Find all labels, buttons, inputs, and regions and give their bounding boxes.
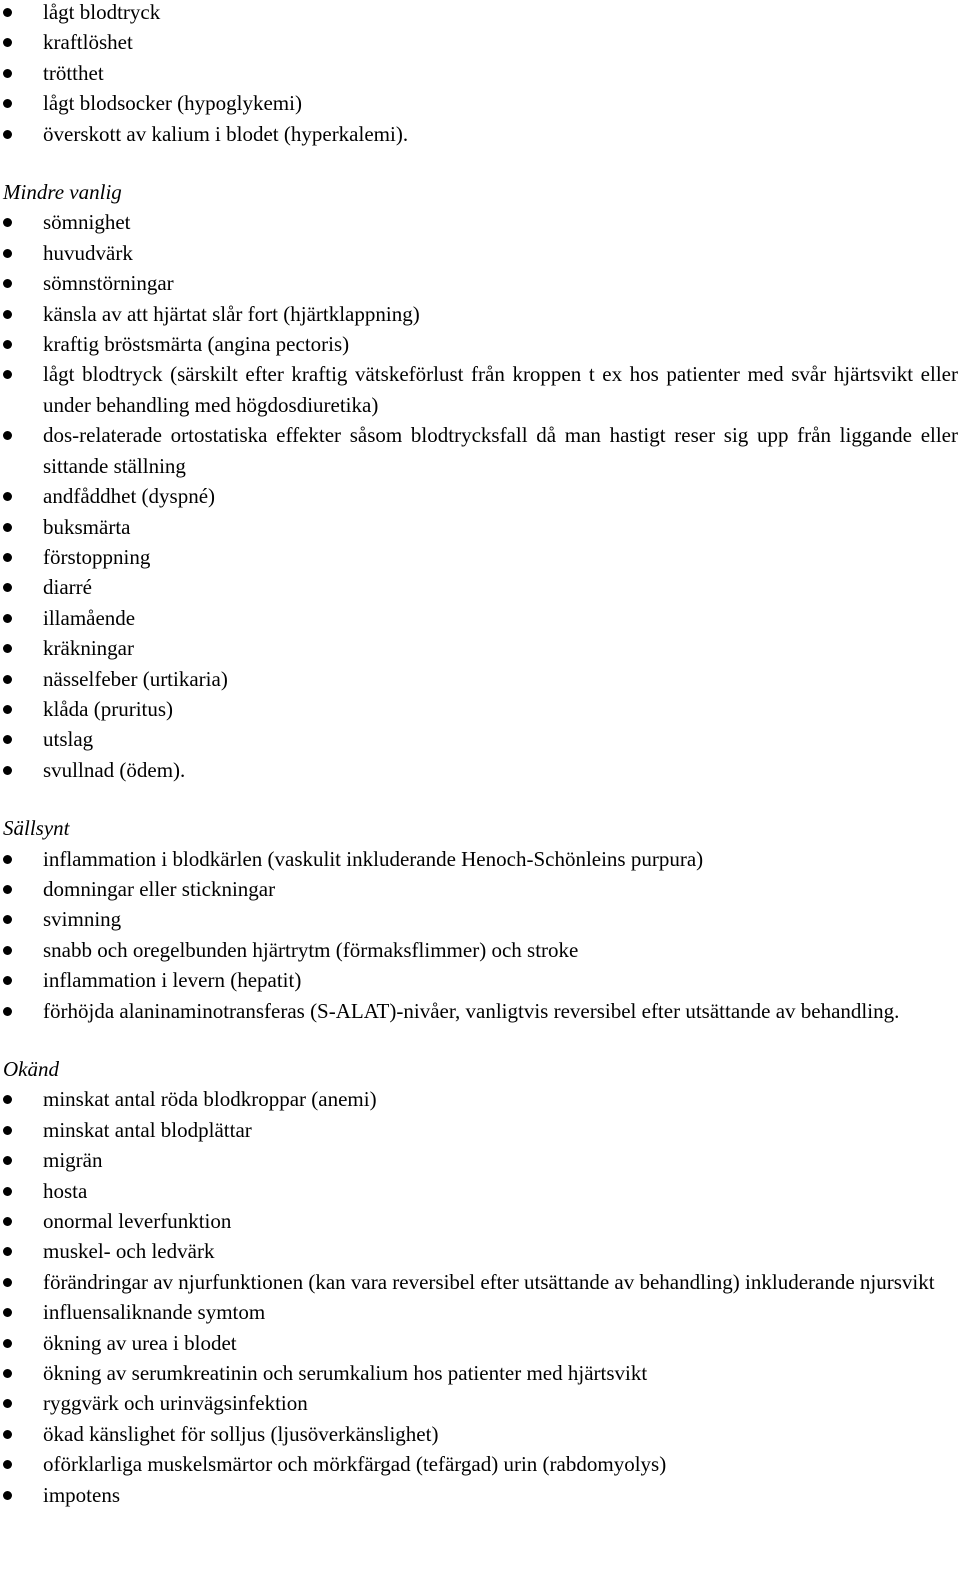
- list-item-text: minskat antal röda blodkroppar (anemi): [43, 1087, 377, 1112]
- list-item-text: domningar eller stickningar: [43, 876, 276, 901]
- bullet-icon: [3, 1247, 12, 1256]
- list-item: [0, 420, 958, 481]
- bullet-icon: [3, 1308, 12, 1317]
- bullet-icon: [3, 1278, 12, 1287]
- list-item: [0, 1206, 958, 1236]
- bullet-icon: [3, 1369, 12, 1378]
- bullet-icon: [3, 1126, 12, 1135]
- list-item: [0, 874, 958, 904]
- list-item-text: trötthet: [43, 60, 104, 85]
- list-item-text: utslag: [43, 727, 94, 752]
- list-item: [0, 1267, 958, 1297]
- list-item-text: kraftlöshet: [43, 30, 133, 55]
- bullet-icon: [3, 705, 12, 714]
- bullet-icon: [3, 38, 12, 47]
- bullet-icon: [3, 1399, 12, 1408]
- list-item-text: snabb och oregelbunden hjärtrytm (förmaksflimmer) och stroke: [43, 937, 579, 962]
- list-item-text: klåda (pruritus): [43, 696, 174, 721]
- list-item: [0, 755, 958, 785]
- list-item-text: minskat antal blodplättar: [43, 1117, 252, 1142]
- list-item-text: lågt blodsocker (hypoglykemi): [43, 91, 302, 116]
- list-item: [0, 724, 958, 754]
- bullet-icon: [3, 1460, 12, 1469]
- list-item-text: inflammation i levern (hepatit): [43, 968, 302, 993]
- list-item: [0, 1480, 958, 1510]
- list-item: [0, 481, 958, 511]
- list-item: [0, 88, 958, 118]
- list-item-text: förstoppning: [43, 544, 151, 569]
- bullet-icon: [3, 1156, 12, 1165]
- section-sallsynt: [0, 813, 958, 1026]
- list-item-text: ökning av serumkreatinin och serumkalium hos patienter med hjärtsvikt: [43, 1361, 648, 1386]
- list-item-text: sömnighet: [43, 210, 131, 235]
- list-item: [0, 1176, 958, 1206]
- list-item-text: förändringar av njurfunktionen (kan vara reversibel efter utsättande av behandling) inkluderande njursvikt: [43, 1269, 935, 1294]
- list-item-text: känsla av att hjärtat slår fort (hjärtklappning): [43, 301, 420, 326]
- list-item: [0, 664, 958, 694]
- section-heading: Sällsynt: [3, 816, 70, 841]
- bullet-icon: [3, 370, 12, 379]
- list-item-text: migrän: [43, 1148, 103, 1173]
- bullet-icon: [3, 130, 12, 139]
- list-item: [0, 1115, 958, 1145]
- list-item-text: inflammation i blodkärlen (vaskulit inkluderande Henoch-Schönleins purpura): [43, 846, 704, 871]
- list-item: [0, 1084, 958, 1114]
- side-effect-list: [0, 207, 958, 785]
- bullet-icon: [3, 644, 12, 653]
- list-item-text: ryggvärk och urinvägsinfektion: [43, 1391, 308, 1416]
- list-item-text: andfåddhet (dyspné): [43, 484, 216, 509]
- bullet-icon: [3, 735, 12, 744]
- list-item-text: svimning: [43, 907, 122, 932]
- list-item-text: illamående: [43, 605, 136, 630]
- list-item: [0, 329, 958, 359]
- bullet-icon: [3, 99, 12, 108]
- section-heading: Mindre vanlig: [3, 180, 122, 205]
- list-item: [0, 844, 958, 874]
- list-item: [0, 299, 958, 329]
- list-item: [0, 694, 958, 724]
- bullet-icon: [3, 523, 12, 532]
- bullet-icon: [3, 583, 12, 592]
- bullet-icon: [3, 492, 12, 501]
- bullet-icon: [3, 310, 12, 319]
- list-item-text: onormal leverfunktion: [43, 1209, 232, 1234]
- bullet-icon: [3, 915, 12, 924]
- list-item: [0, 207, 958, 237]
- list-item-text: buksmärta: [43, 514, 131, 539]
- list-item: [0, 58, 958, 88]
- bullet-icon: [3, 1339, 12, 1348]
- bullet-icon: [3, 946, 12, 955]
- list-item-text: överskott av kalium i blodet (hyperkalemi).: [43, 121, 409, 146]
- list-item-text: kraftig bröstsmärta (angina pectoris): [43, 332, 350, 357]
- list-item-text: hosta: [43, 1178, 88, 1203]
- list-item-text: muskel- och ledvärk: [43, 1239, 215, 1264]
- list-item: [0, 603, 958, 633]
- bullet-icon: [3, 766, 12, 775]
- list-item: [0, 1449, 958, 1479]
- list-item-text: oförklarliga muskelsmärtor och mörkfärgad (tefärgad) urin (rabdomyolys): [43, 1452, 667, 1477]
- bullet-icon: [3, 1430, 12, 1439]
- side-effect-list: [0, 0, 958, 149]
- bullet-icon: [3, 8, 12, 17]
- list-item-text: kräkningar: [43, 636, 134, 661]
- bullet-icon: [3, 431, 12, 440]
- list-item-text: ökad känslighet för solljus (ljusöverkänslighet): [43, 1421, 439, 1446]
- list-item: [0, 512, 958, 542]
- bullet-icon: [3, 1217, 12, 1226]
- list-item: [0, 1358, 958, 1388]
- list-item: [0, 238, 958, 268]
- bullet-icon: [3, 1007, 12, 1016]
- list-item: [0, 996, 958, 1026]
- list-item: [0, 1388, 958, 1418]
- list-item-text: influensaliknande symtom: [43, 1300, 266, 1325]
- bullet-icon: [3, 976, 12, 985]
- list-item-text: diarré: [43, 575, 92, 600]
- list-item: [0, 359, 958, 420]
- side-effect-list: [0, 844, 958, 1026]
- list-item: [0, 1236, 958, 1266]
- list-item: [0, 633, 958, 663]
- list-item-text: lågt blodtryck (särskilt efter kraftig vätskeförlust från kroppen t ex hos patienter med svår hjärtsvikt eller under behandling med högdosdiuretika): [43, 362, 958, 417]
- bullet-icon: [3, 614, 12, 623]
- bullet-icon: [3, 279, 12, 288]
- list-item: [0, 1297, 958, 1327]
- bullet-icon: [3, 1187, 12, 1196]
- side-effect-list: [0, 1084, 958, 1510]
- list-item-text: impotens: [43, 1482, 120, 1507]
- section-heading: Okänd: [3, 1057, 59, 1081]
- list-item: [0, 1145, 958, 1175]
- bullet-icon: [3, 885, 12, 894]
- list-item-text: dos-relaterade ortostatiska effekter såsom blodtrycksfall då man hastigt reser sig upp från liggande eller sittande ställning: [43, 423, 958, 478]
- bullet-icon: [3, 218, 12, 227]
- list-item: [0, 119, 958, 149]
- list-item: [0, 27, 958, 57]
- bullet-icon: [3, 855, 12, 864]
- bullet-icon: [3, 340, 12, 349]
- bullet-icon: [3, 553, 12, 562]
- list-item-text: ökning av urea i blodet: [43, 1330, 237, 1355]
- bullet-icon: [3, 1095, 12, 1104]
- list-item: [0, 572, 958, 602]
- list-item-text: förhöjda alaninaminotransferas (S-ALAT)-nivåer, vanligtvis reversibel efter utsättande av behandling.: [43, 998, 900, 1023]
- section-common: [0, 0, 958, 149]
- list-item-text: svullnad (ödem).: [43, 757, 186, 782]
- list-item: [0, 935, 958, 965]
- list-item: [0, 0, 958, 27]
- bullet-icon: [3, 1491, 12, 1500]
- list-item: [0, 542, 958, 572]
- list-item: [0, 1328, 958, 1358]
- list-item-text: sömnstörningar: [43, 271, 174, 296]
- bullet-icon: [3, 69, 12, 78]
- list-item-text: nässelfeber (urtikaria): [43, 666, 228, 691]
- section-okand: [0, 1054, 958, 1510]
- list-item-text: huvudvärk: [43, 240, 133, 265]
- bullet-icon: [3, 675, 12, 684]
- list-item: [0, 1419, 958, 1449]
- list-item: [0, 268, 958, 298]
- section-mindre-vanlig: [0, 177, 958, 785]
- list-item-text: lågt blodtryck: [43, 0, 161, 24]
- bullet-icon: [3, 249, 12, 258]
- list-item: [0, 904, 958, 934]
- list-item: [0, 965, 958, 995]
